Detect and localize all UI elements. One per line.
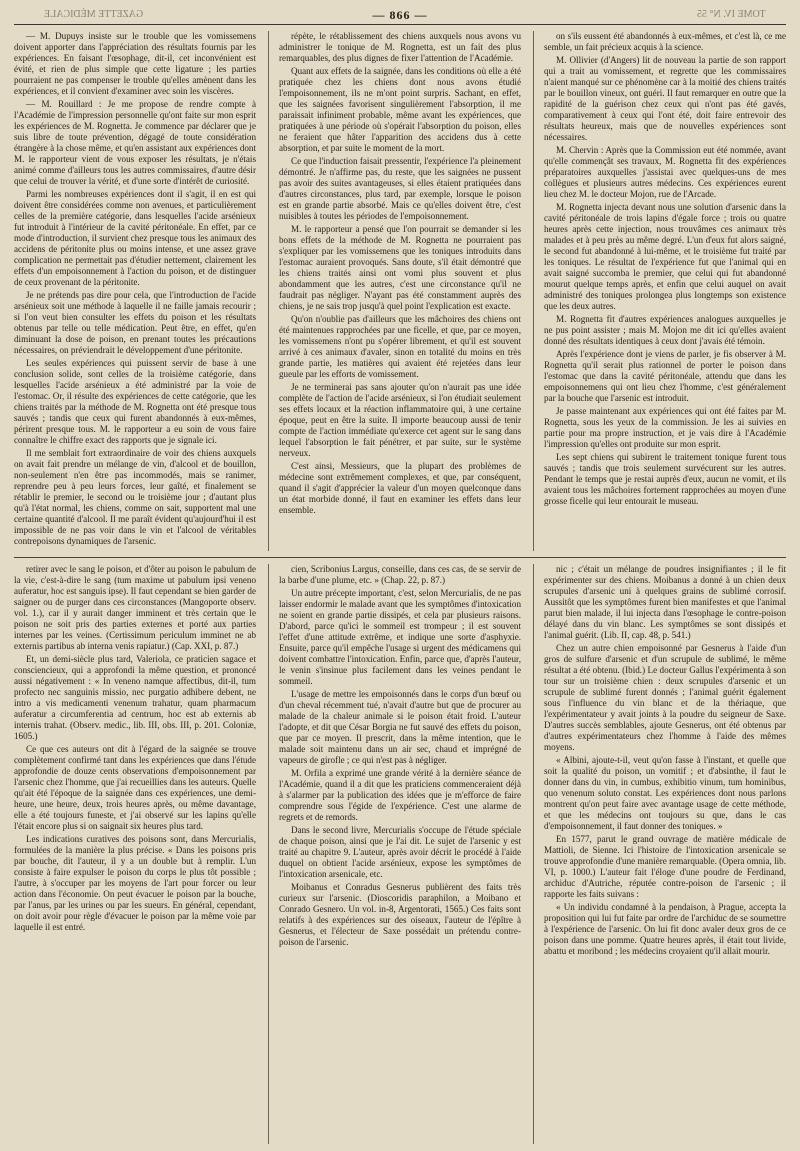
paragraph: — M. Dupuys insiste sur le trouble que les vomissemens doivent apporter dans l'appréciation des résultats fournis par les expériences. En faisant l'œsophage, dit-il, cet inconvénient est évité, et rien de plus simple que cette ligature ; les parties pourraient ne pas compenser le trouble qu'elles amènent dans les expériences, et il convient d'examiner avec soin les viscères. (14, 31, 256, 96)
bottom-columns (14, 564, 786, 1144)
section-divider (14, 557, 786, 558)
paragraph: Je ne terminerai pas sans ajouter qu'on n'aurait pas une idée complète de l'action de l'acide arsénieux, si l'on étudiait seulement ses effets locaux et la réaction inflammatoire qui, à une certaine époque, peut en être la suite. Il importe beaucoup aussi de tenir compte de l'action immédiate qu'exerce cet agent sur le sang dans lequel l'absorption le fait pénétrer, et par suite, sur le système nerveux. (279, 382, 521, 458)
paragraph: Dans le second livre, Mercurialis s'occupe de l'étude spéciale de chaque poison, ainsi que je l'ai dit. Le sujet de l'arsenic y est traité au chapitre 9. L'auteur, après avoir décrit le procédé à l'aide duquel on obtient l'acide arsénieux, expose les symptômes de l'intoxication arsenicale, etc. (279, 825, 521, 879)
page-header (14, 8, 786, 25)
paragraph: Moibanus et Conradus Gesnerus publièrent des faits très curieux sur l'arsenic. (Dioscoridis paraphilon, a Moibano et Conrado Gesnero. Un vol. in-8, Argentorati, 1565.) Ces faits sont relatifs à des expériences sur des oiseaux, l'auteur de l'épître à Gesnerus, et l'électeur de Saxe possédait un prétendu contre-poison de l'arsenic. (279, 882, 521, 947)
top-column-3 (533, 31, 786, 551)
top-column-2 (268, 31, 521, 551)
paragraph: M. Ollivier (d'Angers) lit de nouveau la partie de son rapport qui a trait au vomissement, et regrette que les commissaires n'aient manqué sur ce phénomène car à la moitié des chiens traités par le bouillon vineux, ont guéri. Il faut remarquer en outre que la rapidité de la guérison chez ceux qui n'ont pas été gavés, comparativement à ceux qui l'ont été, doit faire entrevoir des résultats heureux, mais que de nouvelles expériences sont nécessaires. (544, 55, 786, 142)
paragraph: Quant aux effets de la saignée, dans les conditions où elle a été pratiquée chez les chiens dont nous avons étudié l'empoisonnement, ils ne m'ont point surpris. Sachant, en effet, que les saignées favorisent singulièrement l'absorption, il me paraissait infiniment probable, même avant les expériences, que pratiquées à une période où s'opérait l'absorption du poison, elles ne feraient que hâter l'apparition des accidens dus à cette absorption, et par suite le moment de la mort. (279, 66, 521, 153)
paragraph: Qu'on n'oublie pas d'ailleurs que les mâchoires des chiens ont été maintenues rapprochées par une ficelle, et que, par ce moyen, les vomissemens n'ont pu s'opérer librement, et qu'il est souvent arrivé à ces animaux d'avaler, sinon en totalité du moins en très grande partie, les matières qui avaient été rejetées dans leur gueule par les efforts de vomissement. (279, 314, 521, 379)
bleed-through-text-left: GAZETTE MÉDICALE (44, 9, 144, 20)
paragraph: M. le rapporteur a pensé que l'on pourrait se demander si les bons effets de la méthode de M. Rognetta ne pourraient pas s'expliquer par les vomissemens que les toniques introduits dans l'estomac auraient provoqués. Sans doute, s'il était démontré que les chiens traités ainsi ont vomi plus souvent et plus abondamment que les autres, c'est une circonstance qu'il ne faudrait pas négliger. N'ayant pas été constamment auprès des chiens, je ne sais trop jusqu'à quel point l'explication est exacte. (279, 224, 521, 311)
page-number: — 866 — (372, 8, 428, 22)
paragraph: C'est ainsi, Messieurs, que la plupart des problèmes de médecine sont extrêmement complexes, et que, par conséquent, quand il s'agit d'apprécier la valeur d'un moyen quelconque dans un état morbide donné, il faut en examiner les effets dans leur ensemble. (279, 461, 521, 515)
paragraph: Les indications curatives des poisons sont, dans Mercurialis, formulées de la manière la plus précise. « Dans les poisons pris par bouche, dit l'auteur, il y a un double but à remplir. L'un consiste à faire expulser le poison du corps le plus tôt possible ; l'autre, à s'occuper par les moyens de l'art pour forcer ou leur action dans l'économie. On peut évacuer le poison par la bouche, par l'anus, par les urines ou par les sueurs. En général, cependant, on doit avoir pour règle d'évacuer le poison par la même voie par laquelle il est entré. (14, 834, 256, 932)
paragraph: Et, un demi-siècle plus tard, Valeriola, ce praticien sagace et consciencieux, qui a approfondi la même question, et prononcé aussi négativement : « In veneno namque affectibus, dit-il, tum profecto nec sanguinis missio, nec purgatio adhibere debent, ne intro a vis medicamenti venenum trahatur, quam pharmacum auferatur a circumferentia ad centrum, hoc est ab externis ab internis trahat. (Observ. medic., lib. III, obs. III, p. 201. Coloniæ, 1605.) (14, 654, 256, 741)
paragraph: Un autre précepte important, c'est, selon Mercurialis, de ne pas laisser endormir le malade avant que les symptômes d'intoxication ne soient en grande partie dissipés, et cela par plusieurs raisons. D'abord, parce qu'ici le sommeil est trompeur ; il est souvent l'effet d'une attitude extrême, et indique une sorte d'asphyxie. Ensuite, parce qu'il empêche l'usage si urgent des médicamens qui doivent combattre l'intoxication. Enfin, parce que, d'après l'auteur, le venin s'insinue plus facilement dans les veines pendant le sommeil. (279, 588, 521, 686)
paragraph: nic ; c'était un mélange de poudres insignifiantes ; il le fit expérimenter sur des chiens. Moibanus a donné à un chien deux scrupules d'arsenic uni à quelques grains de sublimé corrosif. Aussitôt que les symptômes furent bien manifestes et que l'animal parut bien malade, il lui injecta dans l'œsophage le contre-poison délayé dans du vin blanc. Les symptômes se sont dissipés et l'animal guérit. (Lib. II, cap. 48, p. 541.) (544, 564, 786, 640)
paragraph: — M. Rouillard : Je me propose de rendre compte à l'Académie de l'impression personnelle qu'ont faite sur mon esprit les expériences de M. Rognetta. Je commence par déclarer que je suis libre de toute prévention, dégagé de toute considération étrangère à la chose même, et qu'en assistant aux expériences dont M. le rapporteur vient de vous exposer les résultats, je n'étais animé comme d'ailleurs tous les autres commissaires, d'autre désir que celui de trouver la vérité, et d'une sorte d'intérêt de curiosité. (14, 99, 256, 186)
paragraph: M. Orfila a exprimé une grande vérité à la dernière séance de l'Académie, quand il a dit que les praticiens commenceraient déjà à s'alarmer par la publication des idées que je m'efforce de faire comprendre sous l'égide de l'expérience. C'est une alarme de regrets et de remords. (279, 768, 521, 822)
paragraph: répète, le rétablissement des chiens auxquels nous avons vu administrer le tonique de M. Rognetta, est un fait des plus remarquables, des plus dignes de fixer l'attention de l'Académie. (279, 31, 521, 63)
paragraph: Les seules expériences qui puissent servir de base à une conclusion solide, sont celles de la troisième catégorie, dans lesquelles l'acide arsénieux a été administré par la voie de l'estomac. Or, il résulte des expériences de cette catégorie, que les chiens traités par la méthode de M. Rognetta ont été presque tous sauvés ; tandis que ceux qui furent abandonnés à eux-mêmes, périrent presque tous. M. le rapporteur a eu soin de vous faire connaître le chiffre exact des rapports que je signale ici. (14, 358, 256, 445)
top-column-1 (14, 31, 256, 551)
paragraph: Ce que ces auteurs ont dit à l'égard de la saignée se trouve complètement confirmé tant dans les expériences que dans l'étude approfondie de douze cents observations d'empoisonnement par l'arsenic chez l'homme, que j'ai recueillies dans les auteurs. Quelle qu'ait été l'époque de la saignée dans ces expériences, une demi-heure, une heure, deux, trois heures après, ou même davantage, elle a été toujours funeste, et j'ai observé sur les lapins qu'elle l'était encore plus si on saignait six heures plus tard. (14, 744, 256, 831)
paragraph: Parmi les nombreuses expériences dont il s'agit, il en est qui doivent être considérées comme non avenues, et particulièrement celles de la première catégorie, dans lesquelles l'acide arsénieux fut introduit à l'intérieur de la cavité péritonéale. En effet, par ce mode d'introduction, il survient chez presque tous les animaux des accidens de péritonite plus ou moins intense, et une assez grave complication ne permettait pas d'étudier nettement, clairement les effets d'un empoisonnement à l'action du poison, et de distinguer de ceux provenant de la péritonite. (14, 189, 256, 287)
paragraph: M. Rognetta injecta devant nous une solution d'arsenic dans la cavité péritonéale de trois lapins d'égale force ; trois ou quatre heures après cette injection, nous trouvâmes ces animaux très malades et à peu près au même degré. L'un d'eux fut alors saigné, le second fut abandonné à lui-même, et le troisième fut traité par les toniques. Le résultat de l'expérience fut que l'animal qui en avait saigné succomba le premier, que celui qui fut abandonné mourut quelque temps après, et enfin que celui auquel on avait administré des toniques prolongea plus longtemps son existence que les deux autres. (544, 202, 786, 311)
paragraph: M. Chervin : Après que la Commission eut été nommée, avant qu'elle commençât ses travaux, M. Rognetta fit des expériences préparatoires auxquelles j'assistai avec quelques-uns de mes collègues et plusieurs autres médecins. Ces expériences eurent lieu chez M. le docteur Mojon, rue de l'Arcade. (544, 145, 786, 199)
paragraph: Après l'expérience dont je viens de parler, je fis observer à M. Rognetta qu'il serait plus rationnel de porter le poison dans l'estomac que dans la cavité péritonéale, attendu que dans les empoisonnemens qui ont lieu chez l'homme, c'est généralement par la bouche que l'arsenic est introduit. (544, 349, 786, 403)
paragraph: cien, Scribonius Largus, conseille, dans ces cas, de se servir de la barbe d'une plume, etc. » (Chap. 22, p. 87.) (279, 564, 521, 585)
paragraph: Je passe maintenant aux expériences qui ont été faites par M. Rognetta, sous les yeux de la commission. Je les ai suivies en partie pour ma propre instruction, et je vais dire à l'Académie l'impression qu'elles ont produite sur mon esprit. (544, 406, 786, 449)
paragraph: Je ne prétends pas dire pour cela, que l'introduction de l'acide arsénieux soit une méthode à laquelle il ne faille jamais recourir ; si l'on veut bien consulter les effets du poison et les résultats obtenus par telle ou telle médication. Peut être, en effet, qu'en diminuant la dose de poison, en prenant toutes les précautions nécessaires, on préviendrait le développement d'une péritonite. (14, 290, 256, 355)
paragraph: « Un individu condamné à la pendaison, à Prague, accepta la proposition qui lui fut faite par ordre de l'archiduc de se soumettre à l'expérience de l'arsenic. On lui fit donc avaler deux gros de ce poison dans une pomme. Quatre heures après, il était tout livide, abattu et moribond ; les médecins croyaient qu'il allait mourir. (544, 902, 786, 956)
paragraph: Ce que l'induction faisait pressentir, l'expérience l'a pleinement démontré. Je n'affirme pas, du reste, que les saignées ne pussent pas avoir des suites avantageuses, si elles étaient pratiquées dans d'autres circonstances, plus tard, par exemple, lorsque le poison est en grande partie absorbé. Mais ce qu'elles doivent être, c'est nuisibles à toutes les périodes de l'empoisonnement. (279, 156, 521, 221)
paragraph: Chez un autre chien empoisonné par Gesnerus à l'aide d'un gros de sulfure d'arsenic et d'un scrupule de sublimé, le même résultat a été obtenu. (Ibid.) Le docteur Gallus l'expérimenta à son tour sur un troisième chien : deux scrupules d'arsenic et un scrupule de sublimé furent donnés ; l'animal guérit également sous l'influence du vin blanc et de la thériaque, que l'expérimentateur y avait joints à la poudre du seigneur de Saxe. D'autres succès semblables, ajoute Gesnerus, ont été obtenus par d'autres expérimentateurs chez l'homme à l'aide des mêmes moyens. (544, 643, 786, 752)
bleed-through-text-right: TOME IV. N° 55 (697, 9, 766, 20)
top-columns (14, 31, 786, 551)
paragraph: M. Rognetta fit d'autres expériences analogues auxquelles je ne pus point assister ; mais M. Mojon me dit ici qu'elles avaient donné des résultats identiques à ceux dont j'avais été témoin. (544, 314, 786, 346)
bottom-column-3 (533, 564, 786, 1144)
bottom-column-1 (14, 564, 256, 1144)
paragraph: L'usage de mettre les empoisonnés dans le corps d'un bœuf ou d'un cheval récemment tué, n'avait d'autre but que de procurer au malade de la chaleur animale si le poison était froid. L'auteur l'adopte, et dit que César Borgia ne fut sauvé des effets du poison, que par ce moyen. Il prescrit, dans la même intention, que le malade soit maintenu dans un air sec, chaud et imprégné de vapeurs de girofle ; ce qui n'est pas à négliger. (279, 689, 521, 765)
paragraph: Les sept chiens qui subirent le traitement tonique furent tous sauvés ; tandis que trois seulement survécurent sur les autres. Pendant le temps que je restai auprès d'eux, aucun ne vomit, et ils avaient tous les mâchoires fortement rapprochées au moyen d'une grosse ficelle qui leur entourait le museau. (544, 452, 786, 506)
paragraph: on s'ils eussent été abandonnés à eux-mêmes, et c'est là, ce me semble, un fait précieux acquis à la science. (544, 31, 786, 52)
paragraph: retirer avec le sang le poison, et d'ôter au poison le pabulum de la vie, c'est-à-dire le sang (tum maxime ut pabulum ipsi veneno auferatur, hoc est sanguis ipse). Il faut cependant se bien garder de saigner ou de purger dans ces circonstances (Mangoporte observ. vol. 1.), car il y aurait danger imminent et très certain que le poison ne soit pris des parties externes et porté aux parties internes par les veines. (Certissimum periculum imminet ne ab externis partibus ab interna venis rapiatur.) (Cap. XXI, p. 87.) (14, 564, 256, 651)
paragraph: « Albini, ajoute-t-il, veut qu'on fasse à l'instant, et quelle que soit la qualité du poison, un vomitif ; et d'absinthe, il faut le donner dans du vin, in cumbus, exhibitio vinum, tum hominibus, quo venenum soluto constat. Les expériences dont nous parlons montrent qu'on peut faire avec avantage usage de cette méthode, et que les médecins ont toujours su que, dans le cas d'empoisonnement, il faut donner des toniques. » (544, 755, 786, 831)
paragraph: En 1577, parut le grand ouvrage de matière médicale de Mattioli, de Sienne. Ici l'histoire de l'intoxication arsenicale se trouve approfondie d'une manière remarquable. (Opera omnia, lib. VI, p. 1000.) L'auteur fait l'éloge d'une poudre de Ferdinand, archiduc d'Autriche, réputée contre-poison de l'arsenic ; il rapporte les faits suivans : (544, 834, 786, 899)
paragraph: Il me semblait fort extraordinaire de voir des chiens auxquels on avait fait prendre un mélange de vin, d'alcool et de bouillon, non-seulement n'en être pas incommodés, mais se ranimer, reprendre peu à peu leurs forces, leur gaîté, et finalement se rétablir le premier, le second ou le troisième jour ; d'autant plus qu'à l'état normal, les chiens, comme on sait, supportent mal une certaine quantité d'alcool. Il me paraît évident qu'aujourd'hui il est impossible de ne pas voir dans le vin et l'alcool de véritables contrepoisons dynamiques de l'arsenic. (14, 448, 256, 546)
bottom-column-2 (268, 564, 521, 1144)
